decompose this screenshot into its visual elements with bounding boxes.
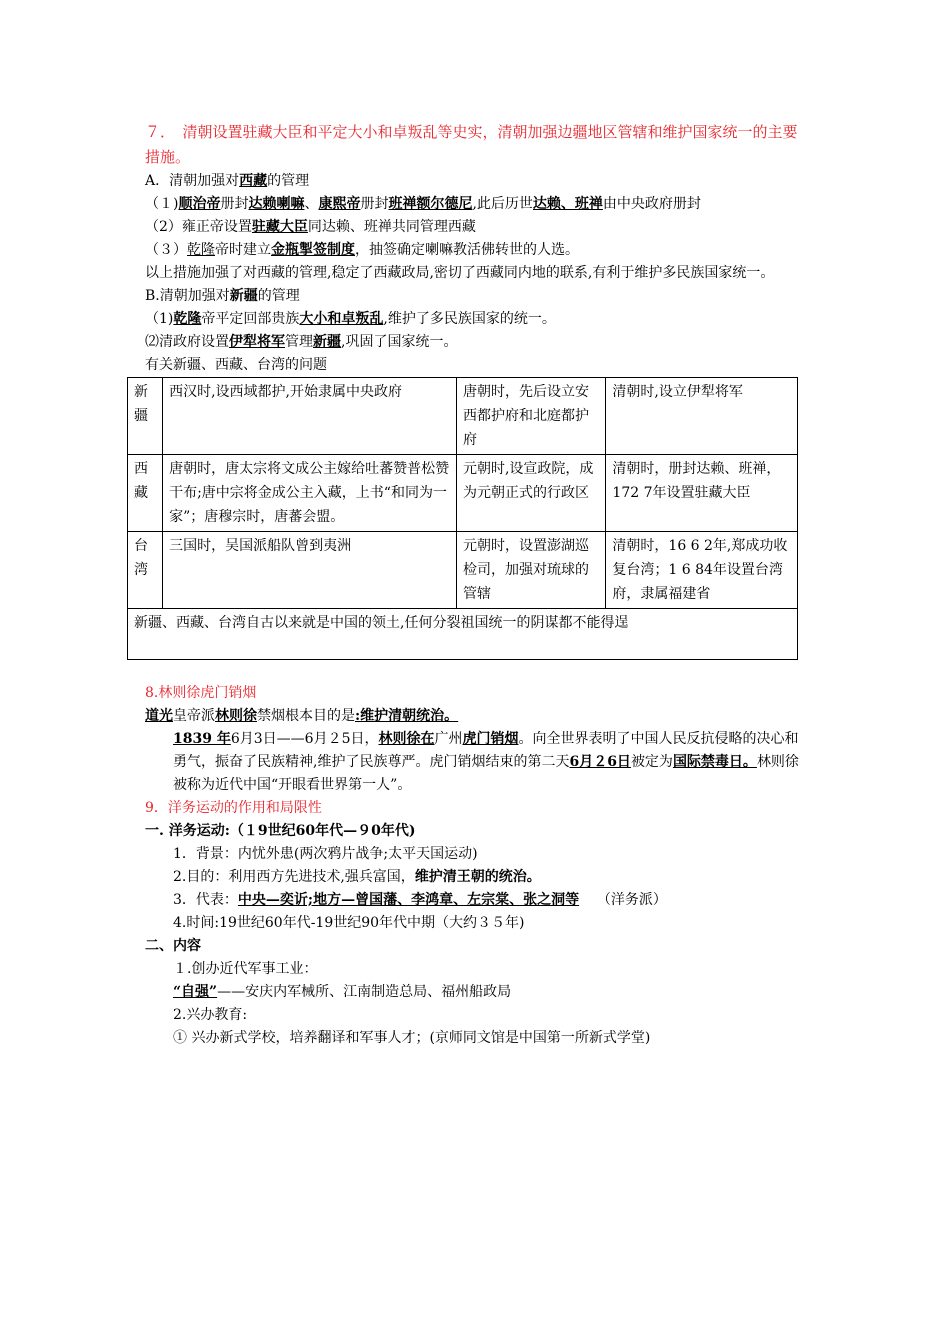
sec9-item-4: 4.时间:19世纪60年代-19世纪90年代中期（大约３５年) [173,915,525,931]
keyword: 班禅额尔德尼 [388,196,473,212]
keyword: 达赖喇嘛 [248,196,305,212]
text: （1) [145,311,174,327]
text: 由中央政府册封 [602,196,701,212]
section7-heading: ７． 清朝设置驻藏大臣和平定大小和卓叛乱等史实，清朝加强边疆地区管辖和维护国家统一的主要措施。 [145,123,798,166]
text: 帝时建立 [215,242,271,258]
table-summary: 新疆、西藏、台湾自古以来就是中国的领土,任何分裂祖国统一的阴谋都不能得逞 [128,609,798,660]
keyword: 西藏 [239,173,268,189]
sec9-sub-2: 二、内容 [145,938,201,954]
sec7-point-2 [145,216,805,239]
text: 广州 [434,731,463,747]
keyword: 维护清王朝的统治。 [414,869,541,885]
keyword: 中央—奕䜣;地方—曾国藩、李鸿章、左宗棠、张之洞等 [237,892,580,908]
sec9-item-3 [145,889,805,912]
sec7-b-point-2 [145,331,805,354]
table-cell: 三国时，吴国派船队曾到夷洲 [163,532,457,609]
section8-heading: 8.林则徐虎门销烟 [145,685,257,701]
text: ,维护了多民族国家的统一。 [383,311,556,327]
text: ⑵清政府设置 [145,334,229,350]
keyword: 康熙帝 [318,196,361,212]
text: 禁烟根本目的是 [257,708,355,724]
text: ,此后历世 [472,196,533,212]
sec9-sub-1: 一. 洋务运动:（１9世纪60年代—９0年代) [145,823,416,839]
text: 6月3日——6月２5日， [230,731,379,747]
keyword: 大小和卓叛乱 [299,311,384,327]
text: 林则徐被称为近代中国“开眼看世界第一人”。 [173,754,799,793]
table-row [128,378,798,455]
sec8-line-1 [145,705,805,728]
sec7-b-title [145,285,805,308]
region-cell: 西藏 [128,455,163,532]
text: （３） [145,242,187,258]
section9-heading: 9．洋务运动的作用和局限性 [145,800,322,816]
keyword: :维护清朝统治。 [355,708,459,724]
table-cell: 西汉时,设西域都护,开始隶属中央政府 [163,378,457,455]
text: 同达赖、班禅共同管理西藏 [307,219,476,235]
table-cell: 清朝时，册封达赖、班禅，172 7年设置驻藏大臣 [606,455,798,532]
text: 的管理 [267,173,310,189]
keyword: 新疆 [229,288,258,304]
text: A．清朝加强对 [145,173,240,189]
sec9-item-2 [145,866,805,889]
keyword: 林则徐 [215,708,257,724]
table-row [128,532,798,609]
region-cell: 新疆 [128,378,163,455]
text: （洋务派） [596,892,667,908]
keyword: 1839 年 [173,731,231,747]
spacer [145,660,805,682]
region-cell: 台湾 [128,532,163,609]
sec9-content-1: １.创办近代军事工业： [173,961,318,977]
keyword: “自强” [173,984,218,1000]
table-cell: 清朝时，16 6 2年,郑成功收复台湾；1 6 84年设置台湾府，隶属福建省 [606,532,798,609]
regions-table [127,377,798,660]
text: 被定为 [630,754,673,770]
text: 2.目的：利用西方先进技术,强兵富国， [173,869,415,885]
keyword: 伊犁将军 [229,334,285,350]
table-cell: 唐朝时，唐太宗将文成公主嫁给吐蕃赞普松赞干布;唐中宗将金成公主入藏，上书“和同为一家”；唐穆宗时，唐蕃会盟。 [163,455,457,532]
keyword: 乾隆 [173,311,202,327]
text: 、 [304,196,319,212]
document-page [134,120,805,1050]
keyword: 道光 [145,708,173,724]
keyword: 虎门销烟 [462,731,519,747]
text: ，抽签确定喇嘛教活佛转世的人选。 [355,242,579,258]
keyword: 6月２6日 [569,754,631,770]
sec7-a-title [145,170,805,193]
table-row [128,609,798,660]
keyword: 达赖、班禅 [532,196,603,212]
text: 。向全世界表明了中国人民反抗侵略的决心和勇气，振奋了民族精神,维护了民族尊严。虎门销烟结束的第二天 [173,731,799,770]
keyword: 林则徐在 [378,731,435,747]
keyword: 驻藏大臣 [251,219,308,235]
keyword: 顺治帝 [178,196,221,212]
text: （１) [145,196,179,212]
text: 管理 [285,334,313,350]
keyword: 乾隆 [187,242,215,258]
keyword: 新疆 [313,334,341,350]
sec7-summary: 以上措施加强了对西藏的管理,稳定了西藏政局,密切了西藏同内地的联系,有利于维护多民族国家统一。 [145,265,775,281]
text: B.清朝加强对 [145,288,230,304]
table-caption: 有关新疆、西藏、台湾的问题 [145,357,327,373]
sec7-point-1 [145,193,805,216]
text: ,巩固了国家统一。 [341,334,458,350]
sec9-content-1a [145,981,805,1004]
text: （2）雍正帝设置 [145,219,252,235]
sec7-b-point-1 [145,308,805,331]
table-cell: 元朝时，设置澎湖巡检司，加强对琉球的管辖 [456,532,605,609]
sec7-point-3 [145,239,805,262]
sec9-content-2: 2.兴办教育: [173,1007,248,1023]
table-cell: 清朝时,设立伊犁将军 [606,378,798,455]
keyword: 金瓶掣签制度 [271,242,355,258]
table-cell: 唐朝时，先后设立安西都护府和北庭都护府 [456,378,605,455]
table-cell: 元朝时,设宣政院，成为元朝正式的行政区 [456,455,605,532]
keyword: 国际禁毒日。 [672,754,757,770]
text: 3．代表： [173,892,238,908]
table-row [128,455,798,532]
text: 帝平定回部贵族 [201,311,300,327]
text: 皇帝派 [173,708,215,724]
text: ——安庆内军械所、江南制造总局、福州船政局 [217,984,512,1000]
sec9-content-2a: ① 兴办新式学校，培养翻译和军事人才；(京师同文馆是中国第一所新式学堂) [173,1030,651,1046]
text: 的管理 [257,288,300,304]
text: 册封 [220,196,249,212]
sec8-line-2 [145,728,805,797]
sec9-item-1: 1．背景：内忧外患(两次鸦片战争;太平天国运动) [173,846,478,862]
text: 册封 [360,196,389,212]
